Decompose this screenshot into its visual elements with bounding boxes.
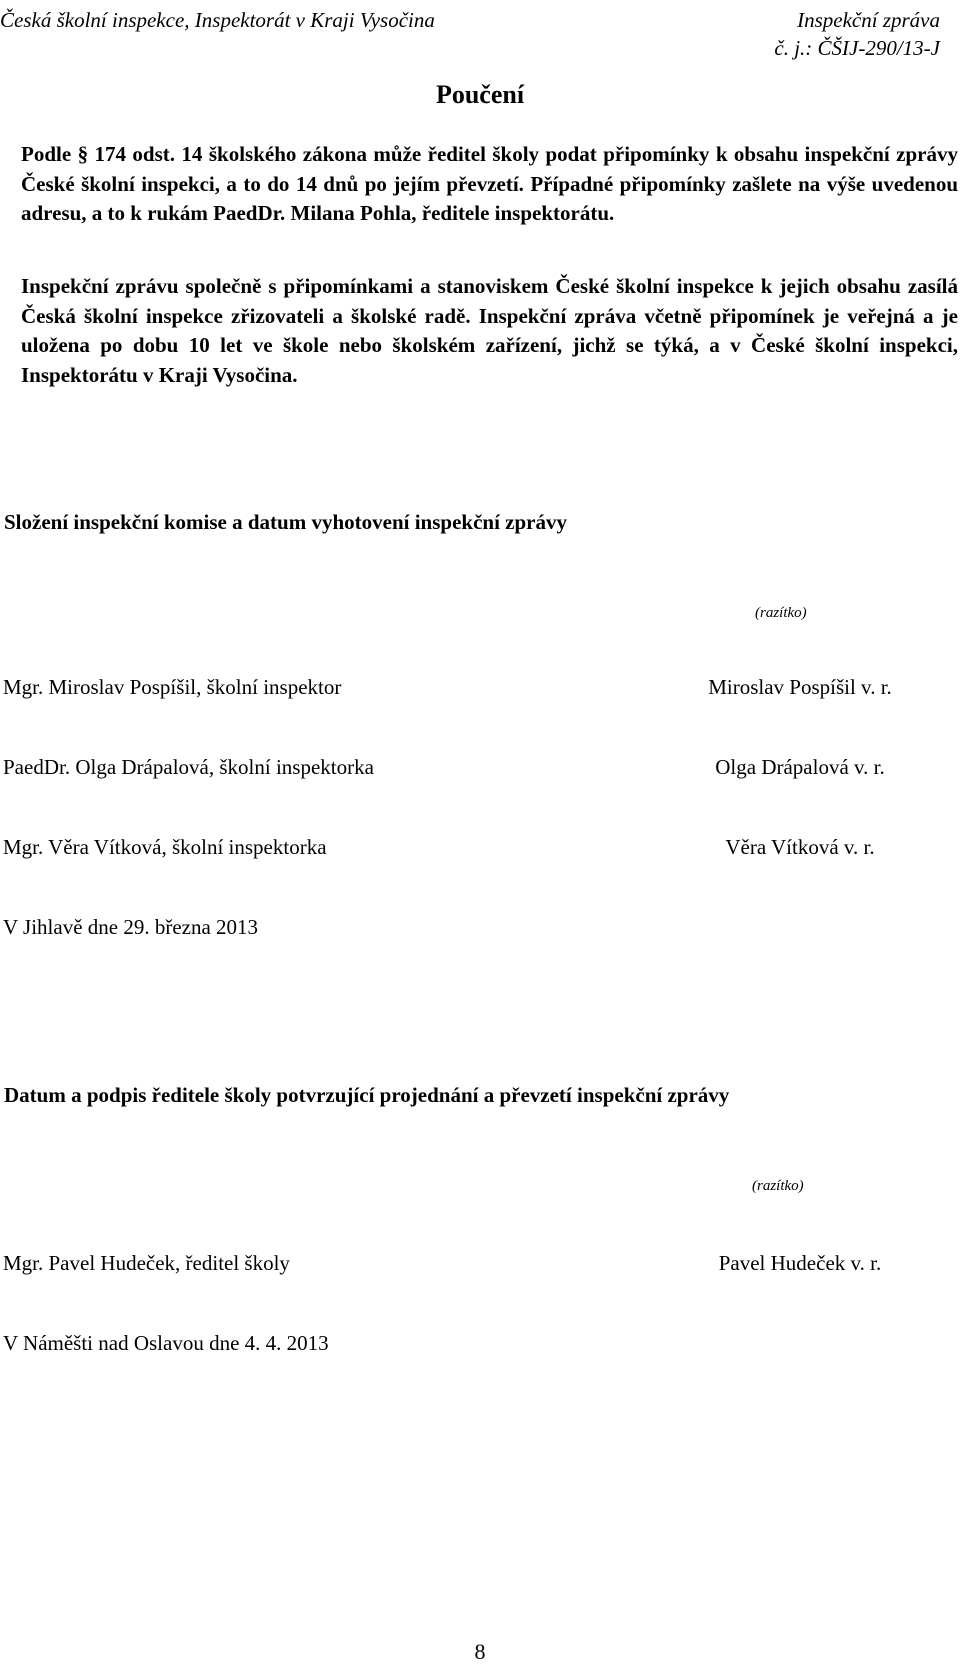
- commission-member-signature: Olga Drápalová v. r.: [715, 755, 885, 779]
- commission-stamp-label: (razítko): [755, 605, 807, 621]
- page-number: 8: [474, 1639, 486, 1664]
- director-stamp-label: (razítko): [752, 1178, 804, 1194]
- commission-member-name: Mgr. Věra Vítková, školní inspektorka: [3, 835, 327, 859]
- director-signature: Pavel Hudeček v. r.: [718, 1251, 882, 1275]
- commission-member-name: Mgr. Miroslav Pospíšil, školní inspektor: [3, 675, 342, 699]
- header-doc-type: Inspekční zpráva: [797, 8, 940, 32]
- notice-paragraph-1: Podle § 174 odst. 14 školského zákona může ředitel školy podat připomínky k obsahu inspekční zprávy České školní inspekci, a to do 14 dnů po jejím převzetí. Případné připomínky zašlete na výše uvedenou adresu, a to k rukám PaedDr. Milana Pohla, ředitele inspektorátu.: [21, 142, 958, 225]
- commission-place-date: V Jihlavě dne 29. března 2013: [3, 915, 259, 939]
- commission-member-signature: Miroslav Pospíšil v. r.: [708, 675, 892, 699]
- header-institution: Česká školní inspekce, Inspektorát v Kraji Vysočina: [0, 8, 435, 32]
- notice-paragraph-2: Inspekční zprávu společně s připomínkami a stanoviskem České školní inspekce k jejich obsahu zasílá Česká školní inspekce zřizovateli a školské radě. Inspekční zpráva včetně připomínek je veřejná a je uložena po dobu 10 let ve škole nebo školském zařízení, jichž se týká, a v České školní inspekci, Inspektorátu v Kraji Vysočina.: [21, 274, 958, 387]
- page-title: Poučení: [435, 80, 525, 109]
- header-document-info: [774, 6, 940, 62]
- header-reference-number: č. j.: ČŠIJ-290/13-J: [774, 36, 940, 60]
- director-heading: Datum a podpis ředitele školy potvrzující projednání a převzetí inspekční zprávy: [4, 1083, 730, 1107]
- commission-heading: Složení inspekční komise a datum vyhotovení inspekční zprávy: [4, 510, 567, 534]
- director-name: Mgr. Pavel Hudeček, ředitel školy: [3, 1251, 290, 1275]
- commission-member-signature: Věra Vítková v. r.: [725, 835, 875, 859]
- commission-member-name: PaedDr. Olga Drápalová, školní inspektorka: [3, 755, 374, 779]
- director-place-date: V Náměšti nad Oslavou dne 4. 4. 2013: [3, 1331, 329, 1355]
